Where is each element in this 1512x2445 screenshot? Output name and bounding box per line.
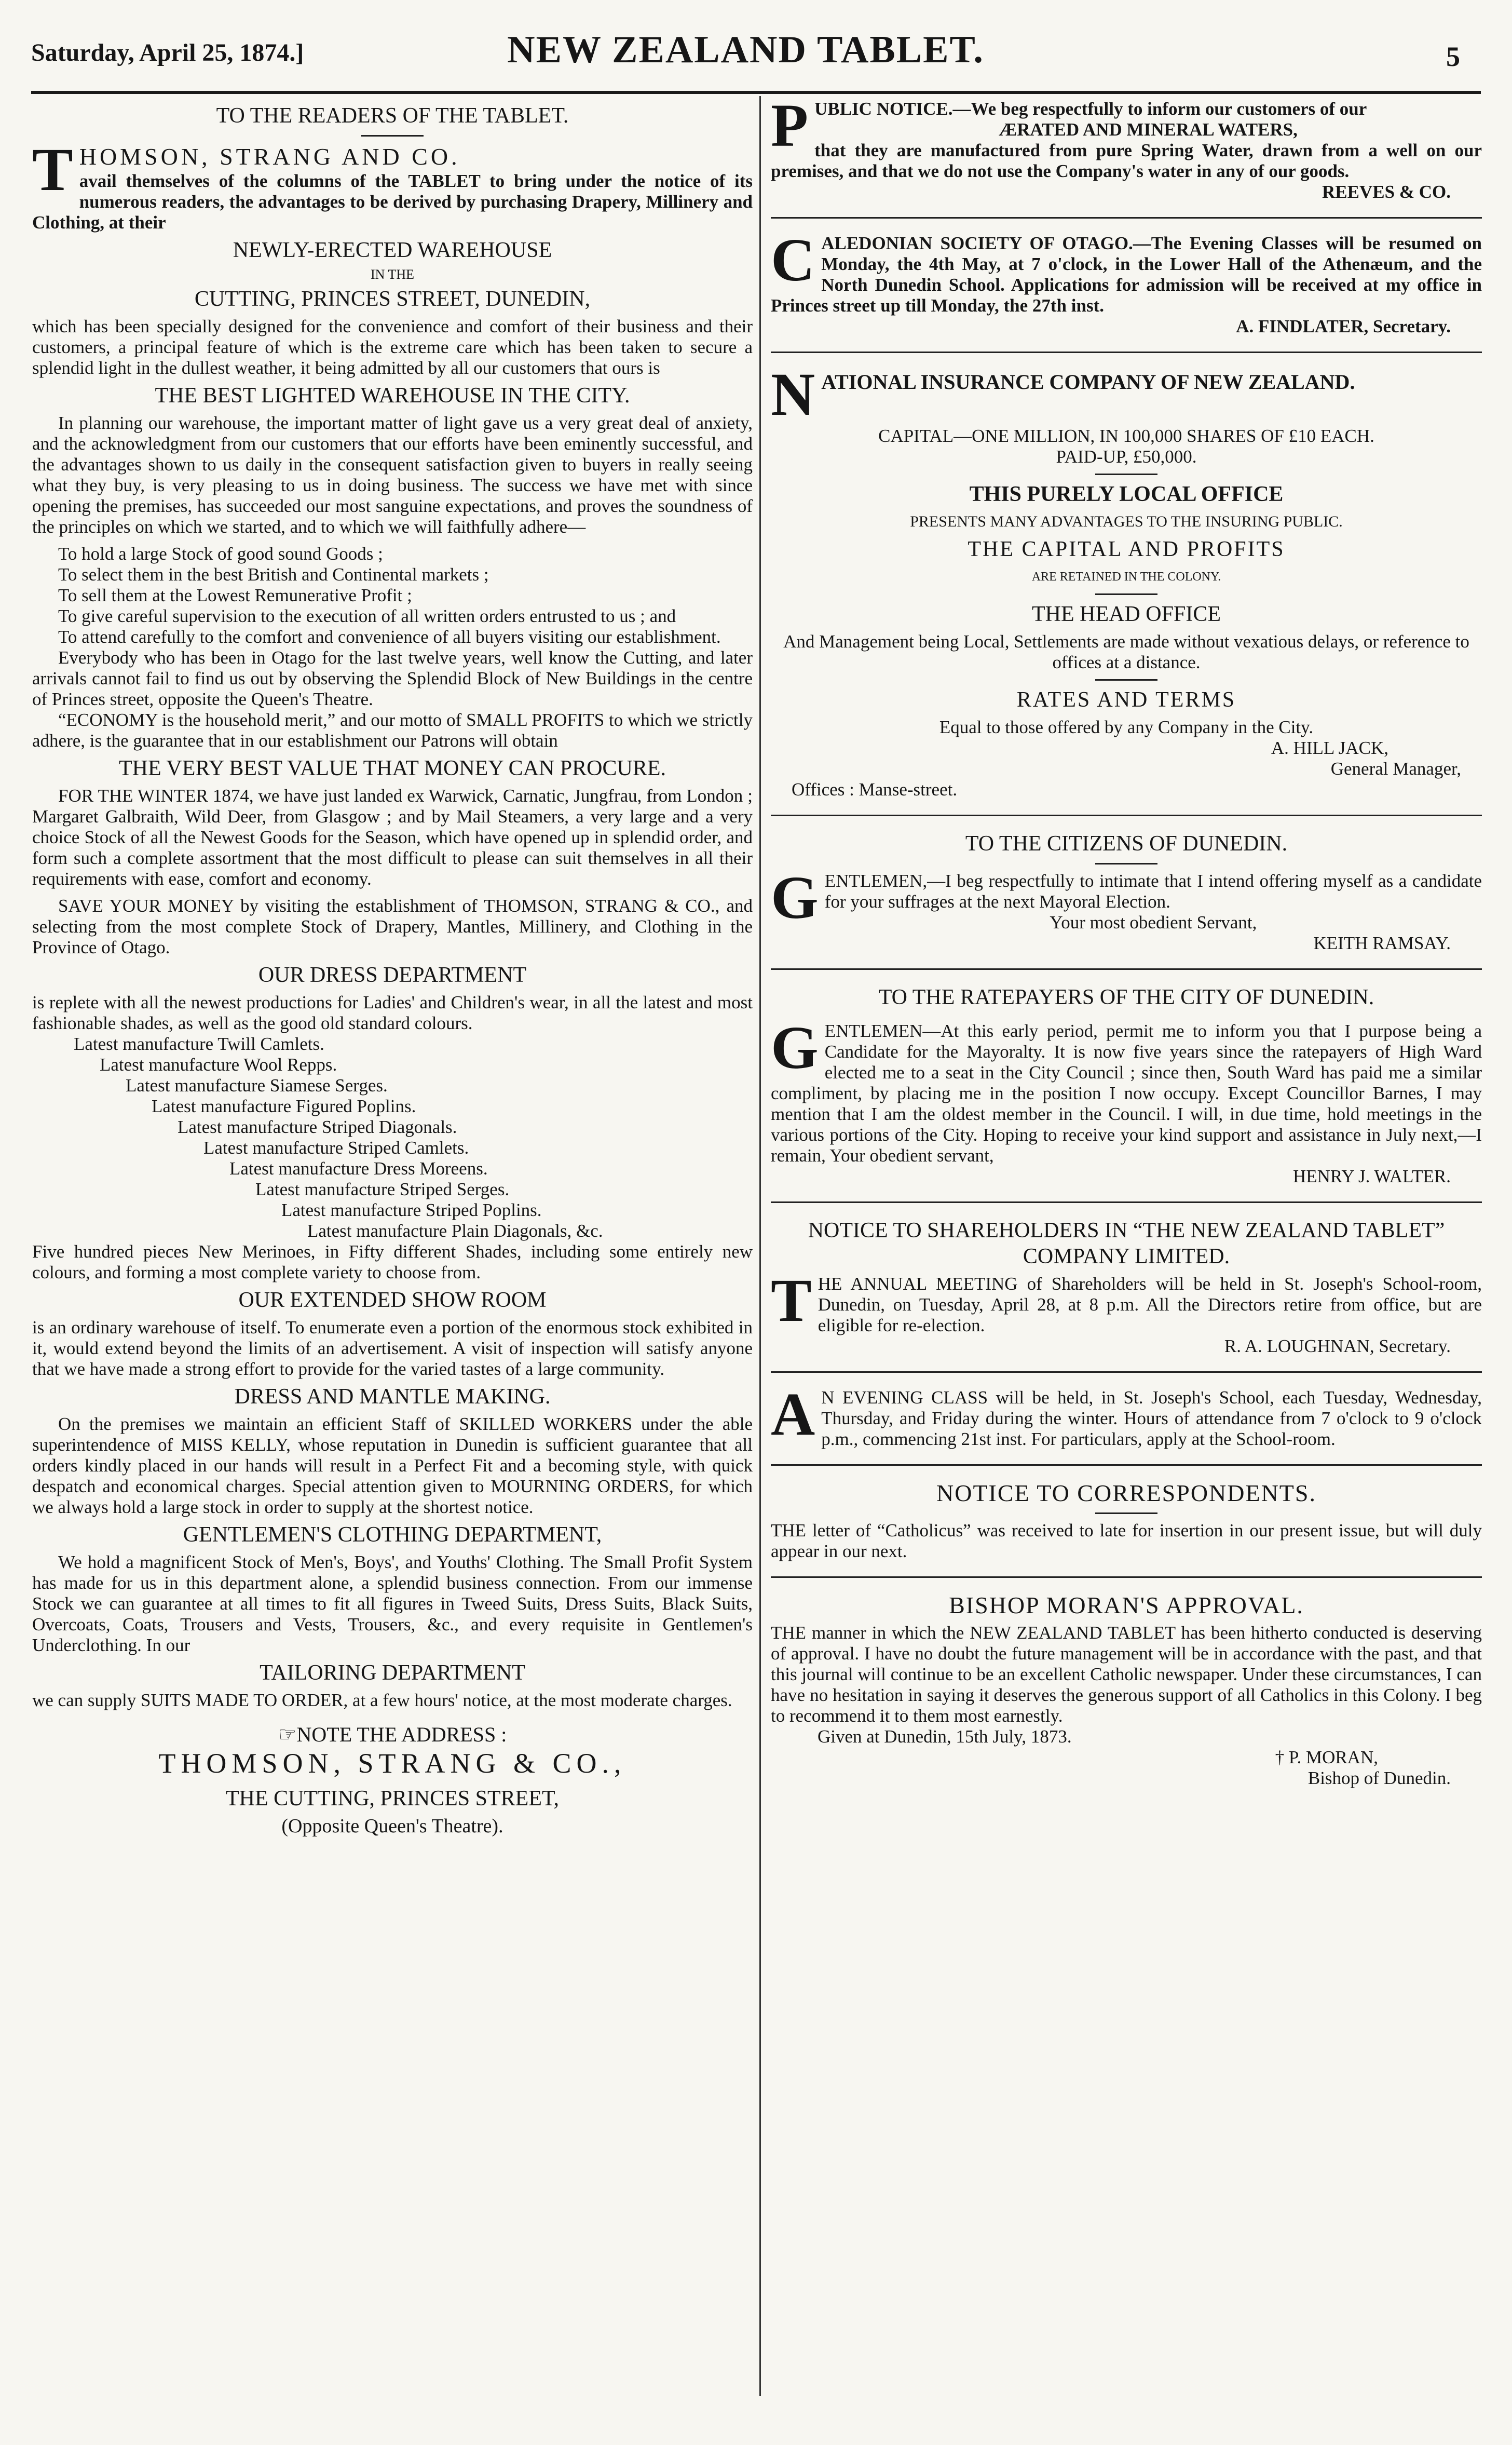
drop-cap: T	[771, 1266, 812, 1334]
drop-cap: T	[32, 136, 73, 204]
citizens-header: TO THE CITIZENS OF DUNEDIN.	[965, 832, 1288, 856]
latest-list	[32, 1034, 753, 1241]
head-office-heading: THE HEAD OFFICE	[1032, 602, 1221, 626]
issue-date: Saturday, April 25, 1874.]	[31, 39, 304, 66]
gents-heading: GENTLEMEN'S CLOTHING DEPARTMENT,	[183, 1523, 602, 1547]
paragraph: that they are manufactured from pure Spring Water, drawn from a well on our premises, and that we do not use the Company's water in any of our goods.	[771, 140, 1482, 181]
divider	[1095, 1512, 1157, 1514]
list-item: To give careful supervision to the execution of all written orders entrusted to us ; and	[58, 606, 676, 626]
opposite-note: (Opposite Queen's Theatre).	[281, 1815, 503, 1837]
drop-cap: P	[771, 91, 809, 159]
signature: HENRY J. WALTER.	[1292, 1166, 1451, 1186]
divider	[1095, 679, 1157, 681]
show-room-heading: OUR EXTENDED SHOW ROOM	[238, 1288, 547, 1312]
paragraph: In planning our warehouse, the important matter of light gave us a very great deal of anxiety, and the acknowledgment from our customers that our efforts have been eminently successful, and the advantages shown to us daily in the consequent satisfaction given to buyers in really seeing what they buy, is very pleasing to us in doing business. The success we have met with since opening the premises, has succeeded our most sanguine expectations, and proves the soundness of the principles on which we started, and to which we will faithfully adhere—	[32, 413, 753, 537]
bishop-header: BISHOP MORAN'S APPROVAL.	[949, 1592, 1304, 1618]
signature: KEITH RAMSAY.	[1313, 933, 1451, 953]
best-value-heading: THE VERY BEST VALUE THAT MONEY CAN PROCURE.	[118, 757, 666, 780]
right-column	[771, 91, 1482, 1789]
signature: A. FINDLATER, Secretary.	[1236, 316, 1451, 336]
divider	[771, 1201, 1482, 1203]
divider	[361, 135, 424, 137]
paragraph: THE letter of “Catholicus” was received to late for insertion in our present issue, but will duly appear in our next.	[771, 1520, 1482, 1561]
paragraph: HE ANNUAL MEETING of Shareholders will be held in St. Joseph's School-room, Dunedin, on Tuesday, April 28, at 8 p.m. All the Directors retire from office, but are eligible for re-election.	[818, 1274, 1482, 1335]
list-item: To attend carefully to the comfort and convenience of all buyers visiting our establishment.	[58, 627, 721, 647]
divider	[1095, 474, 1157, 475]
retained-line: ARE RETAINED IN THE COLONY.	[1031, 570, 1221, 584]
divider	[771, 815, 1482, 816]
tailoring-heading: TAILORING DEPARTMENT	[260, 1661, 525, 1685]
list-item: Latest manufacture Striped Diagonals.	[178, 1117, 457, 1137]
divider	[771, 1576, 1482, 1578]
in-the-label: IN THE	[370, 267, 414, 282]
list-item: To hold a large Stock of good sound Goods ;	[58, 544, 383, 564]
note-address: ☞NOTE THE ADDRESS :	[278, 1723, 507, 1746]
street-address: THE CUTTING, PRINCES STREET,	[225, 1787, 560, 1811]
dress-heading: OUR DRESS DEPARTMENT	[258, 963, 527, 987]
intro-text: avail themselves of the columns of the TABLET to bring under the notice of its numerous readers, the advantages to be derived by purchasing Drapery, Millinery and Clothing, at their	[32, 171, 753, 233]
dress-making-heading: DRESS AND MANTLE MAKING.	[234, 1385, 551, 1409]
presents-line: PRESENTS MANY ADVANTAGES TO THE INSURING PUBLIC.	[910, 513, 1343, 530]
bishop-title: Bishop of Dunedin.	[1307, 1768, 1451, 1788]
drop-cap: N	[771, 360, 815, 428]
capital-profits-heading: THE CAPITAL AND PROFITS	[968, 537, 1285, 561]
list-item: Latest manufacture Plain Diagonals, &c.	[307, 1221, 603, 1241]
closing-line: Your most obedient Servant,	[1050, 912, 1257, 933]
column-divider	[759, 96, 761, 2396]
notice-subhead: ÆRATED AND MINERAL WATERS,	[999, 119, 1298, 140]
list-item: Latest manufacture Siamese Serges.	[126, 1075, 388, 1096]
paragraph: “ECONOMY is the household merit,” and our motto of SMALL PROFITS to which we strictly adhere, is the guarantee that in our establishment our Patrons will obtain	[32, 710, 753, 751]
drop-cap: A	[771, 1380, 815, 1448]
paragraph: Five hundred pieces New Merinoes, in Fifty different Shades, including some entirely new colours, and forming a most complete variety to choose from.	[32, 1241, 753, 1282]
paragraph: is an ordinary warehouse of itself. To enumerate even a portion of the enormous stock exhibited in it, would extend beyond the limits of an advertisement. A visit of inspection will satisfy anyone that we have made a strong effort to provide for the varied tastes of a large community.	[32, 1317, 753, 1379]
paragraph: THE manner in which the NEW ZEALAND TABLET has been hitherto conducted is deserving of approval. I have no doubt the future management will be in accordance with the past, and that this journal will continue to be an excellent Catholic newspaper. Under these circumstances, I can have no hesitation in saying it deserves the generous support of all Catholics in this Colony. I beg to recommend it to them most earnestly.	[771, 1623, 1482, 1726]
list-item: Latest manufacture Twill Camlets.	[74, 1034, 324, 1054]
manager-name: A. HILL JACK,	[1271, 738, 1388, 758]
page-number: 5	[1446, 41, 1460, 72]
divider	[771, 968, 1482, 970]
equal-line: Equal to those offered by any Company in the City.	[939, 717, 1314, 737]
divider	[771, 217, 1482, 219]
rates-heading: RATES AND TERMS	[1016, 688, 1236, 712]
best-lighted-heading: THE BEST LIGHTED WAREHOUSE IN THE CITY.	[155, 384, 630, 408]
divider	[771, 352, 1482, 353]
list-item: Latest manufacture Dress Moreens.	[229, 1158, 488, 1179]
divider	[1095, 863, 1157, 864]
masthead	[31, 25, 1460, 87]
paragraph: ENTLEMEN,—I beg respectfully to intimate that I intend offering myself as a candidate for your suffrages at the next Mayoral Election.	[824, 871, 1482, 912]
list-item: To sell them at the Lowest Remunerative Profit ;	[58, 585, 412, 605]
list-item: Latest manufacture Striped Serges.	[255, 1179, 510, 1199]
divider	[1095, 593, 1157, 595]
paragraph: We hold a magnificent Stock of Men's, Boys', and Youths' Clothing. The Small Profit System has made for us in this department alone, a splendid business connection. From our immense Stock we can guarantee at all times to fit all figures in Tweed Suits, Dress Suits, Black Suits, Overcoats, Coats, Trousers and Vests, Trousers, &c., and every requisite in Gentlemen's Underclothing. In our	[32, 1552, 753, 1655]
signature: REEVES & CO.	[1322, 182, 1451, 202]
correspondents-header: NOTICE TO CORRESPONDENTS.	[936, 1480, 1316, 1506]
paragraph: SAVE YOUR MONEY by visiting the establishment of THOMSON, STRANG & CO., and selecting from the most complete Stock of Drapery, Mantles, Millinery, and Clothing in the Province of Otago.	[32, 896, 753, 957]
paragraph: Everybody who has been in Otago for the last twelve years, well know the Cutting, and later arrivals cannot fail to find us out by observing the Splendid Block of New Buildings in the centre of Princes street, opposite the Queen's Theatre.	[32, 647, 753, 709]
list-item: Latest manufacture Figured Poplins.	[152, 1096, 416, 1116]
given-line: Given at Dunedin, 15th July, 1873.	[818, 1726, 1072, 1747]
paragraph: FOR THE WINTER 1874, we have just landed ex Warwick, Carnatic, Jungfrau, from London ; Margaret Galbraith, Wild Deer, from Glasgow ; and by Mail Steamers, a very large and a very choice Stock of all the Newest Goods for the Season, which have opened up in splendid order, and form such a complete assortment that the most difficult to please can suit themselves in all their requirements with ease, comfort and economy.	[32, 786, 753, 889]
paragraph: N EVENING CLASS will be held, in St. Joseph's School, each Tuesday, Wednesday, Thursday, and Friday during the winter. Hours of attendance from 7 o'clock to 9 o'clock p.m., commencing 21st inst. For particulars, apply at the School-room.	[821, 1387, 1482, 1449]
list-item: Latest manufacture Striped Camlets.	[203, 1138, 469, 1158]
left-column	[32, 99, 753, 1836]
readers-header: TO THE READERS OF THE TABLET.	[216, 104, 569, 128]
capital-line: CAPITAL—ONE MILLION, IN 100,000 SHARES OF £10 EACH.	[878, 426, 1374, 446]
drop-cap: G	[771, 863, 819, 931]
offices-line: Offices : Manse-street.	[792, 779, 958, 800]
paragraph: is replete with all the newest productions for Ladies' and Children's wear, in all the latest and most fashionable shades, as well as the good old standard colours.	[32, 992, 753, 1033]
paragraph: ALEDONIAN SOCIETY OF OTAGO.—The Evening Classes will be resumed on Monday, the 4th May, at 7 o'clock, in the Lower Hall of the Athenæum, and the North Dunedin School. Applications for admission will be received at my office in Princes street up till Monday, the 27th inst.	[771, 233, 1482, 316]
firm-name: HOMSON, STRANG AND CO.	[79, 143, 460, 170]
manager-title: General Manager,	[1330, 759, 1461, 779]
aims-list	[58, 544, 753, 647]
paragraph: we can supply SUITS MADE TO ORDER, at a few hours' notice, at the most moderate charges.	[32, 1690, 732, 1710]
bishop-signature: † P. MORAN,	[1275, 1747, 1378, 1767]
warehouse-heading: NEWLY-ERECTED WAREHOUSE	[233, 238, 552, 262]
local-office-heading: THIS PURELY LOCAL OFFICE	[969, 482, 1284, 506]
signature: R. A. LOUGHNAN, Secretary.	[1224, 1336, 1451, 1356]
masthead-rule	[31, 91, 1481, 94]
divider	[771, 1371, 1482, 1373]
divider	[771, 1464, 1482, 1466]
firm-address-name: THOMSON, STRANG & CO.,	[158, 1748, 626, 1779]
paid-up-line: PAID-UP, £50,000.	[1056, 447, 1197, 467]
newspaper-title: NEW ZEALAND TABLET.	[507, 29, 984, 71]
ratepayers-header: TO THE RATEPAYERS OF THE CITY OF DUNEDIN.	[878, 985, 1374, 1009]
drop-cap: G	[771, 1014, 819, 1082]
list-item: To select them in the best British and Continental markets ;	[58, 564, 489, 585]
notice-lead: UBLIC NOTICE.—We beg respectfully to inform our customers of our	[814, 99, 1367, 119]
location-heading: CUTTING, PRINCES STREET, DUNEDIN,	[194, 287, 591, 311]
management-text: And Management being Local, Settlements are made without vexatious delays, or reference to offices at a distance.	[783, 631, 1469, 672]
list-item: Latest manufacture Wool Repps.	[100, 1055, 337, 1075]
paragraph: which has been specially designed for the convenience and comfort of their business and their customers, a principal feature of which is the extreme care which has been taken to secure a splendid light in the dullest weather, it being admitted by all our customers that ours is	[32, 316, 753, 378]
list-item: Latest manufacture Striped Poplins.	[281, 1200, 542, 1220]
drop-cap: C	[771, 226, 815, 294]
paragraph: On the premises we maintain an efficient Staff of SKILLED WORKERS under the able superintendence of MISS KELLY, whose reputation in Dunedin is sufficient guarantee that all orders kindly placed in our hands will result in a Perfect Fit and a becoming style, with quick despatch and economical charges. Special attention given to MOURNING ORDERS, for which we always hold a large stock in order to supply at the shortest notice.	[32, 1414, 753, 1517]
shareholders-header: NOTICE TO SHAREHOLDERS IN “THE NEW ZEALAND TABLET” COMPANY LIMITED.	[808, 1219, 1445, 1268]
paragraph: ENTLEMEN—At this early period, permit me to inform you that I purpose being a Candidate for the Mayoralty. It is now five years since the ratepayers of High Ward elected me to a seat in the City Council ; since then, South Ward has paid me a similar compliment, by placing me in the position I now occupy. Except Councillor Barnes, I may mention that I am the oldest member in the Council. I will, in due time, hold meetings in the various portions of the City. Hoping to receive your kind support and assistance in July next,—I remain, Your obedient servant,	[771, 1021, 1482, 1166]
insurance-title: ATIONAL INSURANCE COMPANY OF NEW ZEALAND.	[821, 370, 1355, 394]
